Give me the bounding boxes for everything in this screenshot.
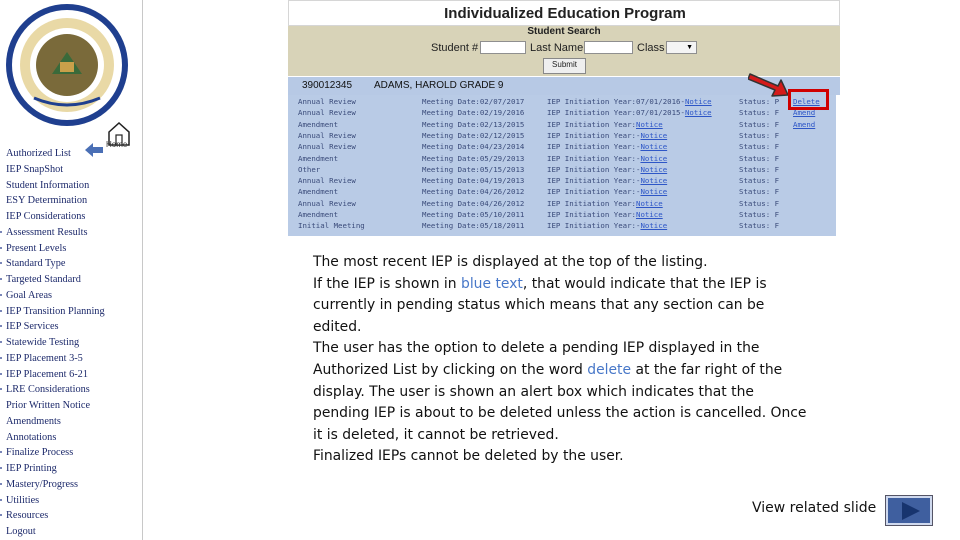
table-row[interactable]: [288, 153, 836, 164]
app-header: [288, 0, 840, 26]
initiation-year: IEP Initiation Year:-Notice: [547, 142, 668, 152]
sidebar-item-iep-transition-planning[interactable]: IEP Transition Planning: [0, 304, 105, 320]
class-label: Class: [637, 42, 665, 54]
meeting-date: Meeting Date:04/19/2013: [422, 176, 525, 186]
iep-type: Annual Review: [298, 176, 356, 186]
iep-app-panel: [288, 0, 840, 236]
description-text: [313, 252, 813, 468]
sidebar-item-resources[interactable]: Resources: [0, 508, 105, 524]
meeting-date: Meeting Date:04/26/2012: [422, 187, 525, 197]
notice-link[interactable]: Notice: [636, 210, 663, 219]
sidebar-item-targeted-standard[interactable]: Targeted Standard: [0, 272, 105, 288]
sidebar: [0, 0, 143, 540]
table-row[interactable]: [288, 198, 836, 209]
status: Status: F: [739, 176, 780, 186]
table-row[interactable]: [288, 164, 836, 175]
table-row[interactable]: [288, 107, 836, 118]
sidebar-item-statewide-testing[interactable]: Statewide Testing: [0, 335, 105, 351]
table-row[interactable]: [288, 119, 836, 130]
notice-link[interactable]: Notice: [640, 164, 668, 174]
sidebar-item-mastery-progress[interactable]: Mastery/Progress: [0, 477, 105, 493]
iep-type: Annual Review: [298, 108, 356, 118]
sidebar-item-standard-type[interactable]: Standard Type: [0, 256, 105, 272]
status: Status: P: [739, 97, 780, 106]
table-row[interactable]: [288, 130, 836, 141]
description-line: If the IEP is shown in blue text, that would indicate that the IEP is currently in pending status which means that any section can be edited.: [313, 275, 767, 335]
initiation-year: IEP Initiation Year:-Notice: [547, 176, 668, 186]
sidebar-item-assessment-results[interactable]: Assessment Results: [0, 225, 105, 241]
meeting-date: Meeting Date:04/23/2014: [422, 142, 525, 152]
iep-type: Amendment: [298, 119, 339, 129]
initiation-year: IEP Initiation Year:Notice: [547, 210, 663, 219]
status: Status: F: [739, 130, 780, 140]
iep-list: [288, 95, 836, 236]
iep-type: Initial Meeting: [298, 221, 365, 231]
status: Status: F: [739, 187, 780, 197]
sidebar-item-iep-snapshot[interactable]: IEP SnapShot: [6, 163, 64, 175]
initiation-year: IEP Initiation Year:-Notice: [547, 130, 668, 140]
sidebar-item-annotations[interactable]: Annotations: [6, 431, 57, 443]
student-number-input[interactable]: [480, 41, 526, 54]
status: Status: F: [739, 221, 780, 231]
submit-button[interactable]: Submit: [543, 58, 586, 74]
initiation-year: IEP Initiation Year:-Notice: [547, 187, 668, 197]
sidebar-item-authorized-list[interactable]: Authorized List: [6, 148, 71, 159]
notice-link[interactable]: Notice: [640, 176, 668, 186]
notice-link[interactable]: Notice: [684, 108, 712, 118]
sidebar-item-logout[interactable]: Logout: [6, 526, 36, 537]
status: Status: F: [739, 198, 780, 208]
sidebar-item-iep-services[interactable]: IEP Services: [0, 319, 105, 335]
iep-type: Other: [298, 164, 321, 174]
sidebar-item-lre-considerations[interactable]: LRE Considerations: [0, 382, 105, 398]
notice-link[interactable]: Notice: [636, 119, 663, 129]
delete-highlight-box: [788, 89, 829, 110]
status: Status: F: [739, 108, 780, 118]
student-number-label: Student #: [431, 42, 479, 54]
meeting-date: Meeting Date:05/29/2013: [422, 153, 525, 163]
notice-link[interactable]: Notice: [640, 221, 668, 231]
sidebar-item-esy-determination[interactable]: ESY Determination: [6, 195, 88, 207]
iep-type: Annual Review: [298, 142, 356, 152]
pointer-arrow-icon: [748, 68, 790, 98]
sidebar-item-student-information[interactable]: Student Information: [6, 179, 90, 191]
sidebar-item-iep-printing[interactable]: IEP Printing: [0, 461, 105, 477]
notice-link[interactable]: Notice: [636, 198, 663, 208]
status: Status: F: [739, 142, 780, 152]
notice-link[interactable]: Notice: [640, 187, 668, 197]
search-title: Student Search: [527, 26, 601, 37]
blue-text-phrase: blue text: [461, 275, 523, 292]
home-label[interactable]: Home: [106, 140, 128, 149]
wv-department-of-education-seal: [4, 2, 130, 128]
meeting-date: Meeting Date:04/26/2012: [422, 198, 525, 208]
status: Status: F: [739, 119, 780, 129]
meeting-date: Meeting Date:05/18/2011: [422, 221, 525, 231]
initiation-year: IEP Initiation Year:Notice: [547, 198, 663, 208]
page-title: Individualized Education Program: [444, 5, 686, 22]
table-row[interactable]: [288, 175, 836, 186]
next-slide-button[interactable]: [886, 496, 932, 525]
status: Status: F: [739, 164, 780, 174]
last-name-label: Last Name: [530, 42, 584, 54]
iep-type: Annual Review: [298, 97, 356, 106]
meeting-date: Meeting Date:02/19/2016: [422, 108, 525, 118]
iep-type: Annual Review: [298, 130, 356, 140]
initiation-year: IEP Initiation Year:07/01/2016-Notice: [547, 97, 712, 106]
initiation-year: IEP Initiation Year:-Notice: [547, 221, 668, 231]
notice-link[interactable]: Notice: [640, 130, 668, 140]
view-related-slide-label[interactable]: View related slide: [752, 500, 877, 516]
notice-link[interactable]: Notice: [684, 97, 712, 106]
sidebar-menu: [0, 146, 105, 540]
chevron-down-icon: ▼: [686, 43, 693, 51]
initiation-year: IEP Initiation Year:-Notice: [547, 164, 668, 174]
meeting-date: Meeting Date:05/10/2011: [422, 210, 525, 219]
initiation-year: IEP Initiation Year:-Notice: [547, 153, 668, 163]
description-line: Finalized IEPs cannot be deleted by the user.: [313, 448, 624, 465]
description-line: The user has the option to delete a pending IEP displayed in the Authorized List by clicking on the word delete at the far right of the display. The user is shown an alert box which indicates that the pending IEP is about to be deleted unless the action is cancelled. Once it is deleted, it cannot be retrieved.: [313, 340, 807, 443]
sidebar-item-prior-written-notice[interactable]: Prior Written Notice: [6, 400, 91, 411]
notice-link[interactable]: Notice: [640, 153, 668, 163]
sidebar-item-goal-areas[interactable]: Goal Areas: [0, 288, 105, 304]
class-select[interactable]: [666, 41, 697, 54]
table-row[interactable]: [288, 220, 836, 231]
sidebar-item-amendments[interactable]: Amendments: [6, 415, 61, 427]
iep-type: Amendment: [298, 187, 339, 197]
status: Status: F: [739, 153, 780, 163]
iep-type: Amendment: [298, 153, 339, 163]
row-action-link[interactable]: Amend: [793, 108, 816, 118]
student-name-grade: ADAMS, HAROLD GRADE 9: [374, 80, 504, 91]
sidebar-item-iep-placement-3-5[interactable]: IEP Placement 3-5: [0, 351, 105, 367]
notice-link[interactable]: Notice: [640, 142, 668, 152]
table-row[interactable]: [288, 186, 836, 197]
sidebar-item-iep-considerations[interactable]: IEP Considerations: [6, 211, 86, 222]
meeting-date: Meeting Date:02/07/2017: [422, 97, 525, 106]
student-id: 390012345: [302, 80, 353, 91]
iep-type: Annual Review: [298, 198, 356, 208]
initiation-year: IEP Initiation Year:07/01/2015-Notice: [547, 108, 712, 118]
sidebar-item-utilities[interactable]: Utilities: [0, 493, 105, 509]
sidebar-item-present-levels[interactable]: Present Levels: [0, 241, 105, 257]
row-action-link[interactable]: Amend: [793, 119, 816, 129]
sidebar-item-finalize-process[interactable]: Finalize Process: [0, 445, 105, 461]
iep-type: Amendment: [298, 210, 339, 219]
last-name-input[interactable]: [584, 41, 633, 54]
table-row[interactable]: [288, 209, 836, 220]
next-arrow-icon: [902, 502, 920, 520]
initiation-year: IEP Initiation Year:Notice: [547, 119, 663, 129]
meeting-date: Meeting Date:05/15/2013: [422, 164, 525, 174]
sidebar-item-iep-placement-6-21[interactable]: IEP Placement 6-21: [0, 367, 105, 383]
meeting-date: Meeting Date:02/13/2015: [422, 119, 525, 129]
description-line: The most recent IEP is displayed at the top of the listing.: [313, 254, 708, 270]
row-action-link[interactable]: Delete: [793, 97, 820, 106]
meeting-date: Meeting Date:02/12/2015: [422, 130, 525, 140]
table-row[interactable]: [288, 141, 836, 152]
status: Status: F: [739, 210, 780, 219]
delete-word: delete: [587, 361, 632, 378]
